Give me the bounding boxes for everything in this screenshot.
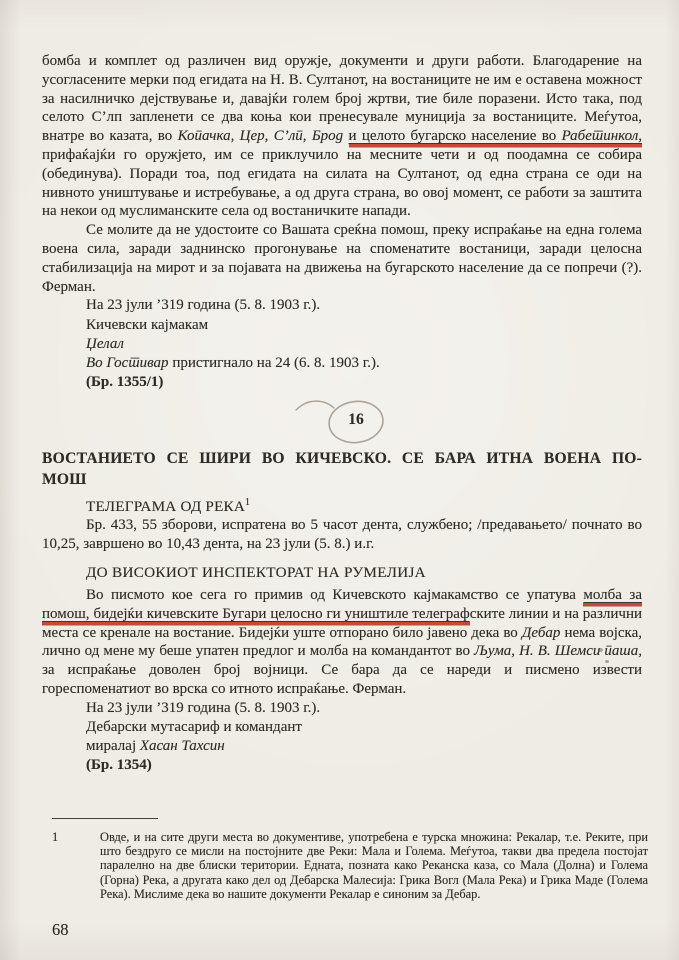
telegram-meta-line: Бр. 433, 55 зборови, испратена во 5 часот дента, службено; /предавањето/ почнато во 10,25, завршено во 10,43 дента, на 23 јули (5. 8.) и.г. [42, 517, 642, 553]
document-ref: (Бр. 1355/1) [86, 374, 164, 391]
telegram-addressee: ДО ВИСОКИОТ ИНСПЕКТОРАТ НА РУМЕЛИЈА [86, 563, 426, 581]
scan-speck [605, 660, 609, 663]
text-run [343, 128, 348, 144]
scan-speck [598, 648, 603, 652]
text-run: Во Гостивар [86, 354, 169, 371]
footnote-rule [52, 818, 158, 819]
text-run: молба за помош, бидејќи кичевските Бугари целосно ги уништиле телеграф [42, 586, 642, 622]
doc1-signature-block [86, 296, 642, 392]
arrival-note [86, 354, 642, 373]
telegram-source-text: ТЕЛЕГРАМА ОД РЕКА [86, 498, 246, 516]
doc1-closing-paragraph: Се молите да не удостоите со Вашата среќна помош, преку испраќање на една голема воена сила, заради заднинско прогонување на споменатите востаници, заради целосна стабилизација на мирот и за појавата на движења на бугарското население да се попречи (?). Ферман. [42, 222, 642, 295]
text-run: нема војска, лично од мене му беше упатен предлог и молба на командантот во [42, 624, 642, 660]
text-run: миралај [86, 738, 140, 755]
text-run: за испраќање доволен број војници. Се бара да се нареди и писмено извести гореспоменатиот во врска со итното испраќање. Ферман. [42, 662, 642, 697]
doc2-body-paragraph [42, 586, 642, 699]
document-title [42, 448, 642, 490]
text-run: и целото бугарско население во [348, 128, 562, 145]
footnote-reference-marker: 1 [245, 497, 251, 509]
document-number: 16 [348, 411, 364, 429]
document-ref: (Бр. 1354) [86, 757, 152, 774]
signature-role: Дебарски мутасариф и командант [86, 718, 302, 735]
doc2-signature-block [86, 699, 642, 776]
signature-name [86, 737, 642, 756]
document-number-circled [288, 396, 408, 446]
signature-name: Џелал [86, 335, 124, 352]
text-run: бомба и комплет од различен вид оружје, документи и други работи. Благодарение на усогласените мерки под егидата на Н. В. Султанот, на востаниците не им е оставена можност за насилничко дејствување и, давајќи голем број жртви, тие биле поразени. Исто така, под селото С’лп запленети се два коња кои пренесувале муниција за востаниците. Меѓутоа, внатре во казата, во [42, 53, 642, 145]
page-content [42, 52, 642, 776]
page-number: 68 [52, 920, 69, 939]
text-run: ските линии и на различни места се кренале на востание. Бидејќи уште отпорано било јавено дека во [42, 605, 643, 641]
text-run: Дебар [521, 624, 561, 641]
text-run: Хасан Тахсин [139, 738, 225, 755]
footnote [52, 830, 648, 901]
text-run: Копачка, Цер, С’лп, Брод [177, 128, 344, 145]
document-title-line1: ВОСТАНИЕТО СЕ ШИРИ ВО КИЧЕВСКО. СЕ БАРА ИТНА ВОЕНА ПО- [42, 450, 642, 468]
document-title-line2: МОШ [42, 471, 87, 489]
text-run: Во писмото кое сега го примив од Кичевското кајмакамство се упатува [86, 586, 584, 603]
footnote-text: Овде, и на сите други места во документиве, употребена е турска множина: Рекалар, т.е. Реките, при што бездруго се мисли на постојните две Реки: Мала и Голема. Меѓутоа, такви два предела постојат паралелно на две блиски територии. Едната, позната како Реканска каза, со Мала (Долна) и Голема (Горна) Река, а другата како дел од Дебарска Малесија: Грика Вогл (Мала Река) и Грика Маде (Голема Река). Мислиме дека во нашите документи Рекалар е синоним за Дебар. [100, 830, 648, 901]
date-line: На 23 јули ’319 година (5. 8. 1903 г.). [86, 297, 321, 314]
text-run: прифаќајќи го оружјето, им се приклучило на месните чети и од поодамна се собира (обединува). Поради тоа, под егидата на силата на Султанот, од една страна се оди на нивното уништување и истребување, а од друга страна, во овој момент, се работи за заштита на некои од муслиманските села од востаничките напади. [42, 146, 642, 220]
doc1-body-paragraph [42, 52, 642, 221]
telegram-source-line [86, 498, 642, 516]
text-run: Љума, Н. В. Шемси паша, [474, 643, 642, 660]
footnote-marker: 1 [52, 830, 59, 844]
signature-role: Кичевски кајмакам [86, 316, 209, 333]
text-run: пристигнало на 24 (6. 8. 1903 г.). [168, 354, 380, 371]
date-line: На 23 јули ’319 година (5. 8. 1903 г.). [86, 699, 321, 716]
text-run: Рабетинкол, [561, 128, 642, 145]
